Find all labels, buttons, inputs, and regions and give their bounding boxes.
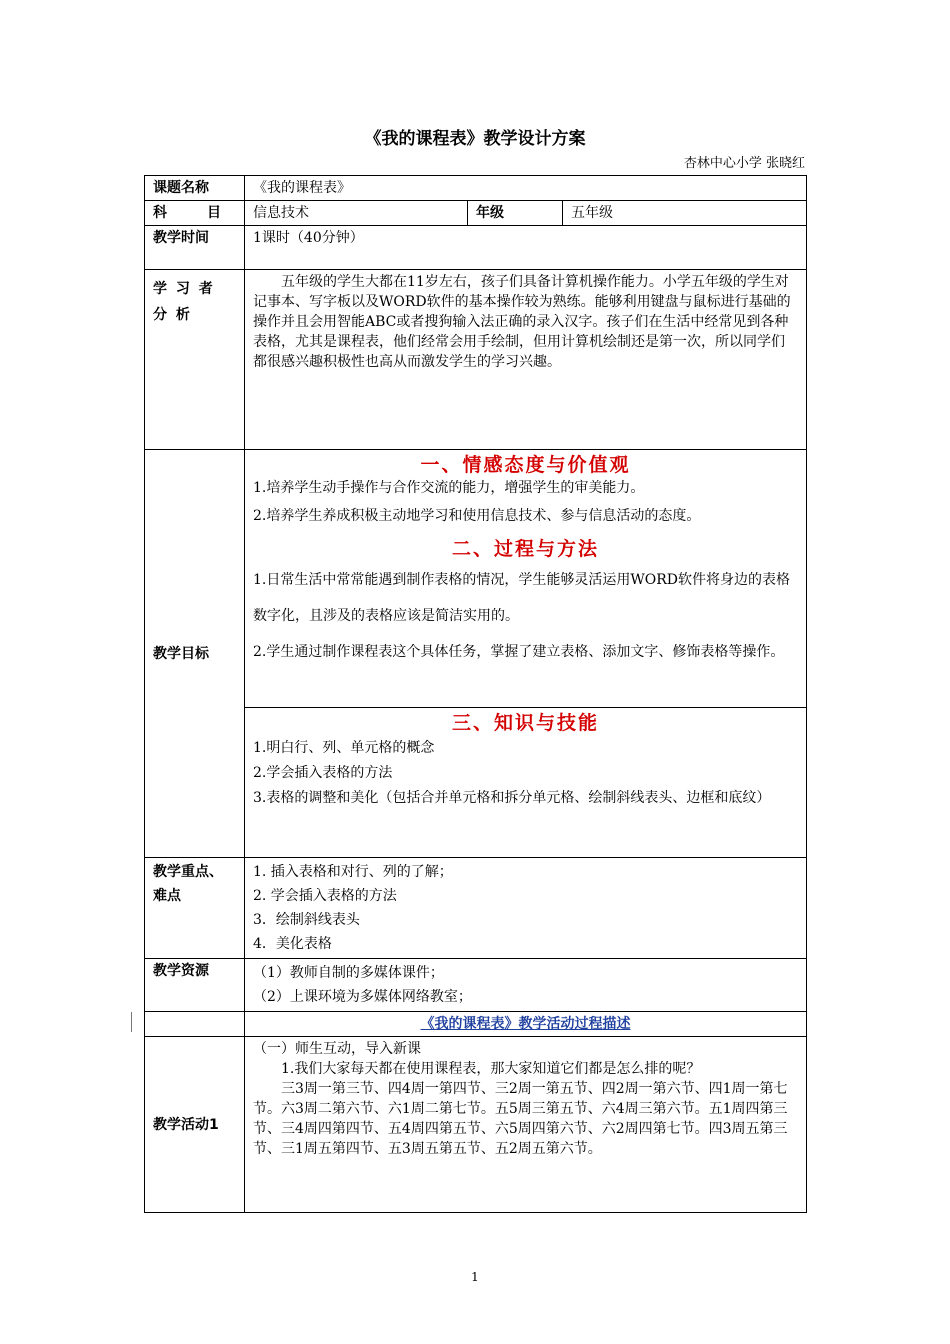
- goal-section-3-title: 三、知识与技能: [452, 712, 600, 734]
- key-point-item: 4．美化表格: [253, 936, 332, 952]
- subject-label: 科 目: [145, 201, 245, 226]
- learner-text: 五年级的学生大都在11岁左右，孩子们具备计算机操作能力。小学五年级的学生对记事本、写字板以及WORD软件的基本操作较为熟练。能够利用键盘与鼠标进行基础的操作并且会用智能ABC或者搜狗输入法正确的录入汉字。孩子们在生活中经常见到各种表格，尤其是课程表，他们经常会用手绘制，但用计算机绘制还是第一次，所以同学们都很感兴趣积极性也高从而激发学生的学习兴趣。: [245, 270, 807, 450]
- grade-value: 五年级: [563, 201, 807, 226]
- row-goals-1: [145, 450, 807, 708]
- row-goals-2: [145, 708, 807, 858]
- goal-section-3-item: 3.表格的调整和美化（包括合并单元格和拆分单元格、绘制斜线表头、边框和底纹）: [253, 790, 771, 806]
- goal-section-2-item: 1.日常生活中常常能遇到制作表格的情况，学生能够灵活运用WORD软件将身边的表格数字化，且涉及的表格应该是简洁实用的。: [253, 572, 790, 624]
- resources-label: 教学资源: [145, 959, 245, 1012]
- topic-label: 课题名称: [145, 176, 245, 201]
- key-points-label: 教学重点、难点: [145, 858, 245, 959]
- goal-section-2-item: 2.学生通过制作课程表这个具体任务，掌握了建立表格、添加文字、修饰表格等操作。: [253, 644, 785, 660]
- goal-section-2-title: 二、过程与方法: [452, 538, 600, 560]
- activity-1-text: 三3周一第三节、四4周一第四节、三2周一第五节、四2周一第六节、四1周一第七节。六3周二第六节、六1周二第七节。五5周三第五节、六4周三第六节。五1周四第三节、三4周四第四节、五4周四第五节、六5周四第六节、六2周四第七节。四3周五第三节、三1周五第四节、五3周五第五节、五2周五第六节。: [253, 1081, 788, 1157]
- activity-header-blank: [145, 1012, 245, 1037]
- time-value: 1课时（40分钟）: [245, 226, 807, 270]
- goal-section-1-item: 1.培养学生动手操作与合作交流的能力，增强学生的审美能力。: [253, 480, 645, 496]
- goals-sections-1-2: [245, 450, 807, 708]
- document-title: 《我的课程表》教学设计方案: [364, 129, 586, 149]
- row-key-points: [145, 858, 807, 959]
- row-resources: [145, 959, 807, 1012]
- goal-section-1-title: 一、情感态度与价值观: [420, 454, 631, 476]
- row-activity-1: [145, 1037, 807, 1213]
- activity-1-label: 教学活动1: [145, 1037, 245, 1213]
- grade-label: 年级: [468, 201, 563, 226]
- activity-1-heading: （一）师生互动，导入新课: [253, 1041, 421, 1057]
- goal-section-3-item: 1.明白行、列、单元格的概念: [253, 740, 435, 756]
- resource-item: （1）教师自制的多媒体课件；: [253, 965, 444, 981]
- row-time: [145, 226, 807, 270]
- key-point-item: 3．绘制斜线表头: [253, 912, 360, 928]
- activity-header-link[interactable]: 《我的课程表》教学活动过程描述: [245, 1012, 807, 1037]
- time-label: 教学时间: [145, 226, 245, 270]
- key-point-item: 1. 插入表格和对行、列的了解；: [253, 864, 453, 880]
- row-topic: [145, 176, 807, 201]
- subject-value: 信息技术: [245, 201, 468, 226]
- row-learner-analysis: [145, 270, 807, 450]
- resources-list: [245, 959, 807, 1012]
- learner-label: 学 习 者 分 析: [145, 270, 245, 450]
- page-number: 1: [471, 1270, 479, 1284]
- topic-value: 《我的课程表》: [245, 176, 807, 201]
- activity-1-question: 1.我们大家每天都在使用课程表，那大家知道它们都是怎么排的呢？: [281, 1061, 701, 1077]
- row-activity-header: [145, 1012, 807, 1037]
- author-line: 杏林中心小学 张晓红: [683, 156, 805, 171]
- row-subject: [145, 201, 807, 226]
- key-points-list: [245, 858, 807, 959]
- key-point-item: 2. 学会插入表格的方法: [253, 888, 397, 904]
- margin-mark: [131, 1012, 132, 1032]
- goal-section-1-item: 2.培养学生养成积极主动地学习和使用信息技术、参与信息活动的态度。: [253, 508, 701, 524]
- goals-section-3: [245, 708, 807, 858]
- goal-section-3-item: 2.学会插入表格的方法: [253, 765, 393, 781]
- activity-1-content: [245, 1037, 807, 1213]
- resource-item: （2）上课环境为多媒体网络教室；: [253, 989, 472, 1005]
- goals-label: 教学目标: [145, 450, 245, 858]
- lesson-plan-table: [144, 175, 807, 1213]
